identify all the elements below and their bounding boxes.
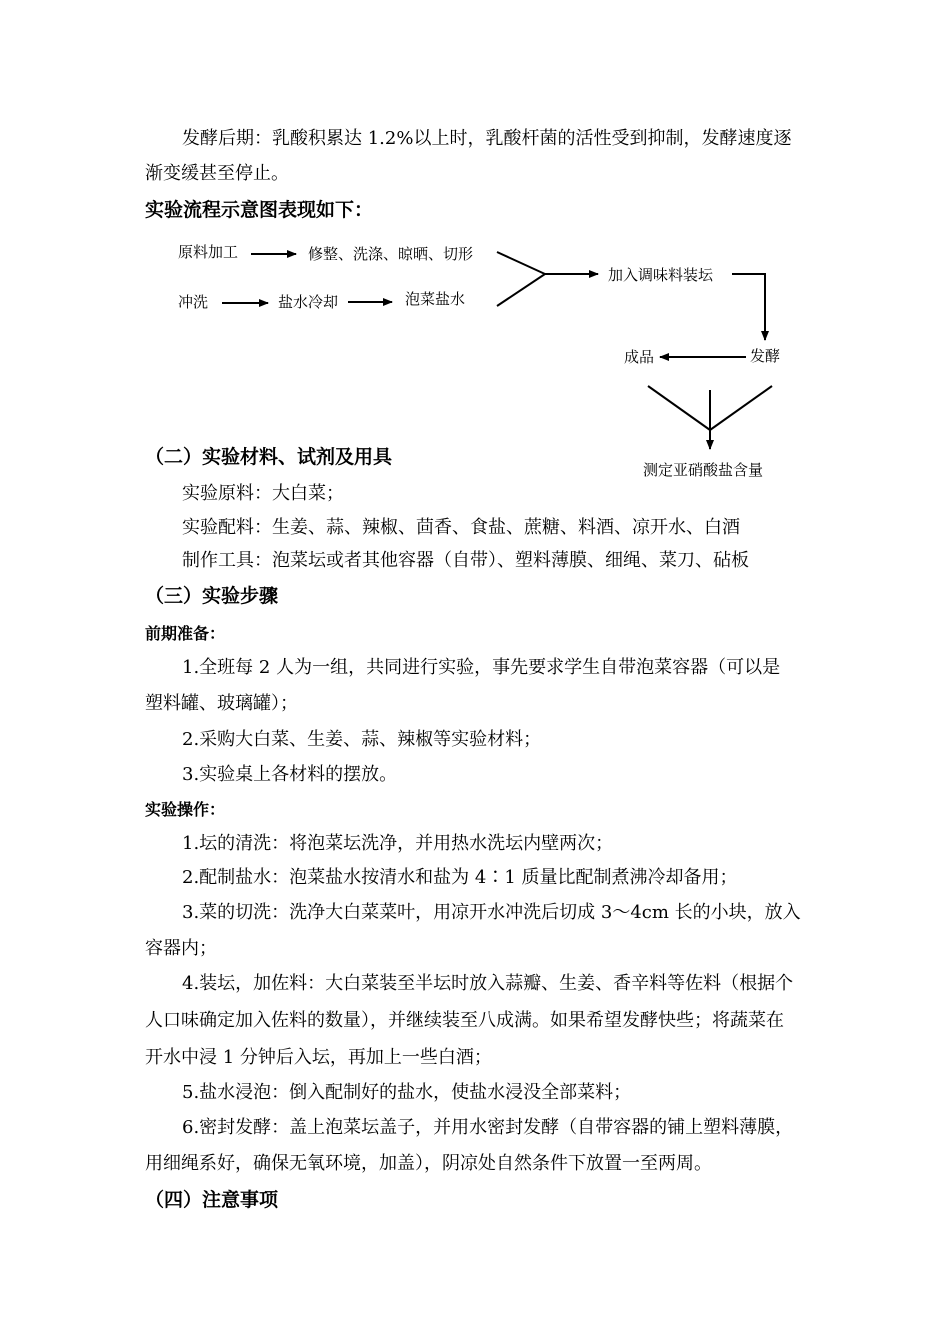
- op-step-6a: 6.密封发酵：盖上泡菜坛盖子，并用水密封发酵（自带容器的铺上塑料薄膜，: [182, 1117, 794, 1138]
- op-step-3a: 3.菜的切洗：洗净大白菜菜叶，用凉开水冲洗后切成 3～4cm 长的小块，放入: [182, 902, 801, 923]
- flow-node-nitrite-measure: 测定亚硝酸盐含量: [643, 461, 764, 479]
- op-step-1: 1.坛的清洗：将泡菜坛洗净，并用热水洗坛内壁两次；: [182, 833, 614, 854]
- op-title: 实验操作：: [145, 800, 226, 819]
- flow-node-pickle-brine: 泡菜盐水: [405, 290, 466, 308]
- prep-step-2: 2.采购大白菜、生姜、蒜、辣椒等实验材料；: [182, 729, 542, 750]
- flow-arrows: [0, 0, 950, 520]
- op-step-5: 5.盐水浸泡：倒入配制好的盐水，使盐水浸没全部菜料；: [182, 1082, 632, 1103]
- flow-node-rinse: 冲洗: [178, 293, 209, 311]
- fork-left: [648, 386, 710, 430]
- section-2-title: （二）实验材料、试剂及用具: [145, 446, 393, 468]
- prep-step-1a: 1.全班每 2 人为一组，共同进行实验，事先要求学生自带泡菜容器（可以是: [182, 657, 781, 678]
- prep-title: 前期准备：: [145, 624, 226, 643]
- fork-right: [710, 386, 772, 430]
- op-step-3b: 容器内；: [145, 938, 217, 959]
- flow-heading: 实验流程示意图表现如下：: [145, 199, 374, 221]
- flow-node-raw-processing: 原料加工: [178, 243, 239, 261]
- section-2-raw: 实验原料：大白菜；: [182, 483, 344, 504]
- section-3-title: （三）实验步骤: [145, 585, 279, 607]
- section-2-tools: 制作工具：泡菜坛或者其他容器（自带）、塑料薄膜、细绳、菜刀、砧板: [182, 550, 749, 571]
- prep-step-1b: 塑料罐、玻璃罐）；: [145, 693, 298, 714]
- intro-line-2: 渐变缓甚至停止。: [145, 163, 289, 184]
- arrow-season-to-ferment: [732, 274, 765, 340]
- flow-node-season-jar: 加入调味料装坛: [608, 266, 714, 284]
- op-step-4b: 人口味确定加入佐料的数量），并继续装至八成满。如果希望发酵快些；将蔬菜在: [145, 1010, 784, 1031]
- flow-node-brine-cool: 盐水冷却: [278, 293, 339, 311]
- intro-line-1: 发酵后期：乳酸积累达 1.2%以上时，乳酸杆菌的活性受到抑制，发酵速度逐: [182, 128, 792, 149]
- prep-step-3: 3.实验桌上各材料的摆放。: [182, 764, 398, 785]
- merge-bracket: [497, 252, 545, 306]
- flow-node-ferment: 发酵: [750, 347, 781, 365]
- flow-node-trim-wash: 修整、洗涤、晾晒、切形: [308, 245, 474, 263]
- op-step-6b: 用细绳系好，确保无氧环境，加盖），阴凉处自然条件下放置一至两周。: [145, 1153, 712, 1174]
- section-2-aux: 实验配料：生姜、蒜、辣椒、茴香、食盐、蔗糖、料酒、凉开水、白酒: [182, 517, 740, 538]
- op-step-4a: 4.装坛，加佐料：大白菜装至半坛时放入蒜瓣、生姜、香辛料等佐料（根据个: [182, 973, 794, 994]
- flow-node-product: 成品: [624, 348, 655, 366]
- op-step-2: 2.配制盐水：泡菜盐水按清水和盐为 4∶1 质量比配制煮沸冷却备用；: [182, 867, 738, 888]
- section-4-title: （四）注意事项: [145, 1189, 279, 1211]
- op-step-4c: 开水中浸 1 分钟后入坛，再加上一些白酒；: [145, 1047, 492, 1068]
